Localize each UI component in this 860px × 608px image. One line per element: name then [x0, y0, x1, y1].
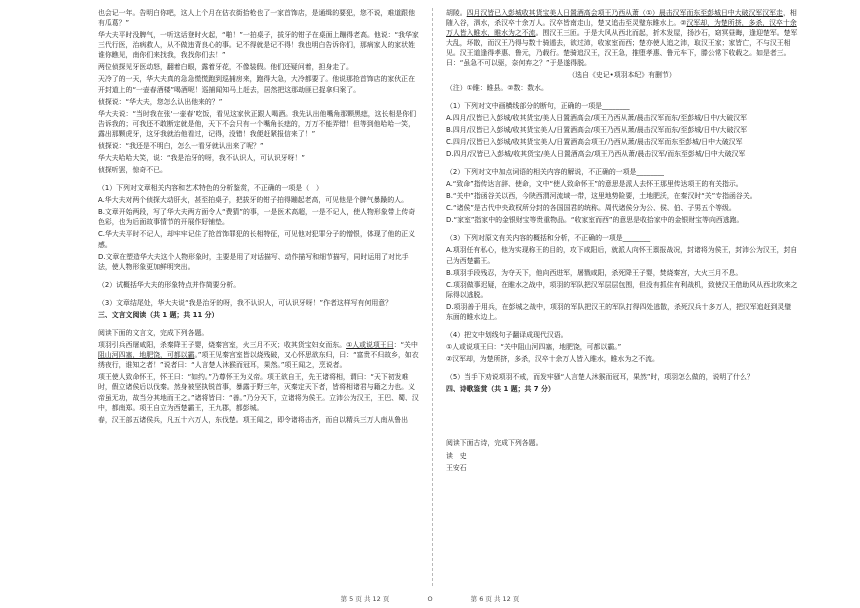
- question-3-option-d: D.项羽善于用兵，在彭城之战中，项羽的军队把汉王的军队打得四处逃散，杀死汉兵十多万人，把汉军追赶到灵璧东面的睢水边上。: [446, 302, 792, 321]
- poem-author: 王安石: [446, 463, 467, 472]
- question-1-option-d: D.四月/汉皆已入彭城/收其货宝/美人日置酒高会/项王乃西从萧/晨击汉军/而东至彭城/日中大破汉军: [446, 149, 746, 158]
- classical-paragraph: 春，汉王部五诸侯兵，凡五十六万人，东伐楚。项王闻之，即令诸将击齐，而自以精兵三万人南从鲁出: [98, 415, 409, 424]
- story-paragraph: 天冷了的一天，华大夫真的急急慌慌跑到巡捕房来，跑得大急，大冷都要了。他说那抢首饰店的家伙正在开封道上的“一壶春酒楼”喝酒呢！巡捕闻知马上赶去，居然把这那劫匪已捉拿归案了。: [98, 75, 415, 94]
- annotation-note: （注）①睢：睢县。②数：数水。: [446, 83, 548, 92]
- center-binding-mark: O: [427, 595, 433, 603]
- question-1-option-b: B.四月/汉皆已入彭城/收其货宝美人/日置酒高会/项王乃西从萧/晨击汉军而东/至彭城/日中/大破汉军: [446, 125, 748, 134]
- story-paragraph: 侦探听罢，惊奇不已。: [98, 166, 167, 175]
- question-1-option-a: A.四月/汉皆已入彭城/收其货宝/美人日置酒高会/项王乃西从萧/晨击汉军而东/至彭城/日中/大破汉军: [446, 113, 747, 122]
- source-citation: （选自《史记•项羽本纪》有删节）: [568, 71, 676, 80]
- question-2-option-c: C.“诸侯”是古代中央政权所分封的各国国君的统称。周代诸侯分为公、侯、伯、子男五个等级。: [446, 204, 736, 213]
- question-2-stem: （2）下列对文中加点词语的相关内容的解说，不正确的一项是________: [446, 168, 664, 177]
- underlined-break-passage-2: （①）晨击汉军而东至彭城日中大破汉军: [638, 9, 763, 17]
- question-1-option-c: C.华大夫平时不记人，却牢牢记住了抢首饰罪犯的长相特征，可见他对犯罪分子的憎恨，体现了他的正义感。: [98, 230, 416, 249]
- story-paragraph: 华大夫平时没脾气，一听这话登时火起，“啪！”一拍桌子，拔牙的钳子在桌面上蹦得老高。他说：“我华家三代行医，治病救人，从不做违背良心的事。记不得就是记不得！我也明白告诉你们，那病家人的家状姓谁你瞧见，南你们来找我，我找你们去！”: [98, 31, 419, 60]
- section-heading-classical: 三、文言文阅读（共 1 题；共 11 分）: [98, 310, 219, 319]
- underlined-sentence-1: ①人或说项王曰: [346, 341, 394, 350]
- classical-paragraph: 项王使人致命怀王，怀王曰：“如约。”乃尊怀王为义帝。项王欲自王，先王诸将相，谓曰：“天下初发难时，假立诸侯后以伐秦。然身被坚执锐首事，暴露于野三年，灭秦定天下者，皆将相诸君与籍之力也。义帝虽无功，故当分其地而王之。”诸将皆曰：“善。”乃分天下，立诸将为侯王。立沛公为汉王，王巴、蜀、汉中，都南郑。项王自立为西楚霸王，王九郡，都彭城。: [98, 373, 419, 412]
- question-1-stem: （1）下列对文章相关内容和艺术特色的分析鉴赏，不正确的一项是（ ）: [98, 184, 323, 193]
- story-paragraph: 华大夫说：“当时我在张‘一壶春’吃饭，看见这家伙正跟人喝酒。我先认出他嘴角那颗黑痣，这长相是你们告诉我的；可我还不敢断定就是他，天下不会只有一个嘴角长痣的，万万不能弄错！但等到他哈哈一笑，露出那颗虎牙，这牙我就治他看过，记得，没错！我便赶紧报信来了！”: [98, 109, 417, 138]
- question-2: （2）试概括华大夫的形象特点并作简要分析。: [98, 280, 241, 289]
- question-3-option-c: C.项羽做事迟疑，在睢水之战中，项羽的军队把汉军层层包围，但没有抓住有利战机，致使汉王借助风从西北吹来之际得以逃脱。: [446, 280, 798, 299]
- right-page: [446, 8, 798, 475]
- question-2-option-d: D.“家室”指家中的金银财宝等贵重物品。“收家室而西”的意思是收拾家中的金银财宝等向西逃跑。: [446, 216, 744, 225]
- poem-instruction: 阅读下面古诗，完成下列各题。: [446, 439, 543, 448]
- text-run: ，相随入谷，: [446, 9, 797, 28]
- question-4-item-1: ①人或说项王曰：“关中阻山河四塞，地肥饶，可都以霸。”: [446, 343, 622, 352]
- page-divider: [432, 8, 433, 586]
- question-3: （3）文章结尾处，华大夫说“我是治牙的呀，我不认识人，可认识牙呀！”作者这样写有何用意？: [98, 298, 393, 307]
- story-paragraph: 也会记一年。告明白你吧，这人上个月在估衣街拾枪也了一家首饰店，是通缉的要犯，您不说，难道跟他有瓜葛？”: [98, 9, 415, 28]
- text-run: 项羽引兵西屠咸阳，杀秦降王子婴，烧秦宫室，火三月不灭；收其货宝妇女而东。: [98, 341, 347, 350]
- question-4-item-2: ②汉军却，为楚所挤，多杀，汉卒十余万人皆入睢水，睢水为之不流。: [446, 355, 659, 364]
- question-3-stem: （3）下列对原文有关内容的概括和分析，不正确的一项是________: [446, 234, 651, 243]
- underlined-text: 汉军走: [762, 9, 783, 17]
- text-run: 。围汉王三匝。于是大风从西北而起，折木发屋，扬沙石，窈冥昼晦，逢迎楚军。楚军大乱，坏散，而汉王乃得与数十骑遁去，欲过沛，收家室而西；楚亦使人追之沛，取汉王家；家皆亡，不与汉王相见。汉王道逢得孝惠、鲁元，乃载行。楚骑追汉王，汉王急，推堕孝惠、鲁元车下，滕公常下收载之。如是者三。曰：“虽急不可以驱，奈何弃之？”于是遂得脱。: [446, 29, 798, 68]
- underlined-sentence-2: 汉军却，为楚所挤，多杀，汉卒十余万人皆入睢水，睢水为之不流: [446, 19, 797, 38]
- question-1-option-c: C.四月/汉皆已入彭城/收其货宝美人/日置酒高会项王/乃西从萧/晨击汉军而东至彭城/日中大破汉军: [446, 137, 743, 146]
- question-1-option-d: D.文章在塑造华大夫这个人物形象时，主要是用了对话描写、动作描写和细节描写，同时运用了对比手法，使人物形象更加鲜明突出。: [98, 252, 409, 271]
- text-run: 。”项王见秦宫室皆以烧残破，又心怀思欲东归，曰：“富贵不归故乡，如衣绣夜行，谁知之者！”说者曰：“人言楚人沐猴而冠耳，果然。”项王闻之，烹说者。: [98, 351, 419, 370]
- classical-continuation: [446, 8, 798, 68]
- classical-paragraph: [98, 340, 420, 370]
- underlined-phrase: 阻山河四塞，地肥饶，可都以霸: [98, 351, 195, 360]
- left-page-number: 第 5 页 共 12 页: [340, 595, 390, 603]
- text-run: 泗水，杀汉卒十余万人。汉卒皆南走山，楚又追击至灵璧东睢水上。②: [473, 19, 687, 28]
- text-run: ：“关中: [393, 341, 418, 350]
- story-paragraph: 侦探说：“我还是不明白，怎么一看牙就认出来了呢？”: [98, 141, 264, 150]
- section-heading-poetry: 四、诗歌鉴赏（共 1 题；共 7 分）: [446, 385, 555, 394]
- question-5: （5）当手下劝说项羽不戒，而发牢骚“人言楚人沐猴而冠耳，果然”时，项羽怎么做的，说明了什么？: [446, 373, 754, 382]
- reading-instruction: 阅读下面的文言文，完成下列各题。: [98, 329, 209, 338]
- question-3-option-b: B.项羽手段残忍，为夺天下，他向西进军，屠戮咸阳，杀死降王子婴，焚烧秦宫，大火三月不息。: [446, 268, 743, 277]
- left-page: [98, 8, 420, 427]
- question-1-stem: （1）下列对文中画横线部分的断句，正确的一项是________: [446, 101, 630, 110]
- underlined-break-passage: 四月汉皆已入彭城收其货宝美人日置酒高会项王乃西从萧: [466, 9, 639, 17]
- right-page-number: 第 6 页 共 12 页: [470, 595, 520, 603]
- story-paragraph: 侦探说：“华大夫，您怎么认出他来的？”: [98, 97, 223, 106]
- question-1-option-a: A.华大夫对两个侦探大动肝火，甚至拍桌子，把拔牙的钳子拍得蹦起老高，可见他是个脾气暴躁的人。: [98, 196, 408, 205]
- story-paragraph: 两位侦探见牙医动怒，翻着白眼，露着牙花，不像装假。他们还疑问着，担身走了。: [98, 63, 353, 72]
- question-3-option-a: A.项羽任有私心，他为实现称王的目的，攻下咸阳后，就派人向怀王禀报战况，封诸将为侯王，封沛公为汉王，封自己为西楚霸王。: [446, 246, 798, 265]
- question-2-option-b: B.“关中”指函谷关以西，今陕西渭河流域一带，这里地势险要，土地肥沃，在秦汉时“关”专指函谷关。: [446, 192, 757, 201]
- poem-title: 读 史: [446, 451, 467, 460]
- story-paragraph: 华大夫哈哈大笑，说：“我是治牙的呀，我不认识人，可认识牙呀！”: [98, 154, 305, 163]
- question-4-stem: （4）把文中划线句子翻译成现代汉语。: [446, 331, 568, 340]
- question-2-option-a: A.“致命”指传达言辞、使命，文中“使人致命怀王”的意思是派人去怀王那里传达项王的有关指示。: [446, 180, 743, 189]
- question-1-option-b: B.文章开始两段，写了华大夫两方面令人“费猜”的事，一是医术高超，一是不记人，使人物形象带上传奇色彩，也为后面故事情节的开展作好铺垫。: [98, 208, 416, 227]
- page-footer: [0, 594, 860, 603]
- text-run: 胡陵。: [446, 9, 467, 17]
